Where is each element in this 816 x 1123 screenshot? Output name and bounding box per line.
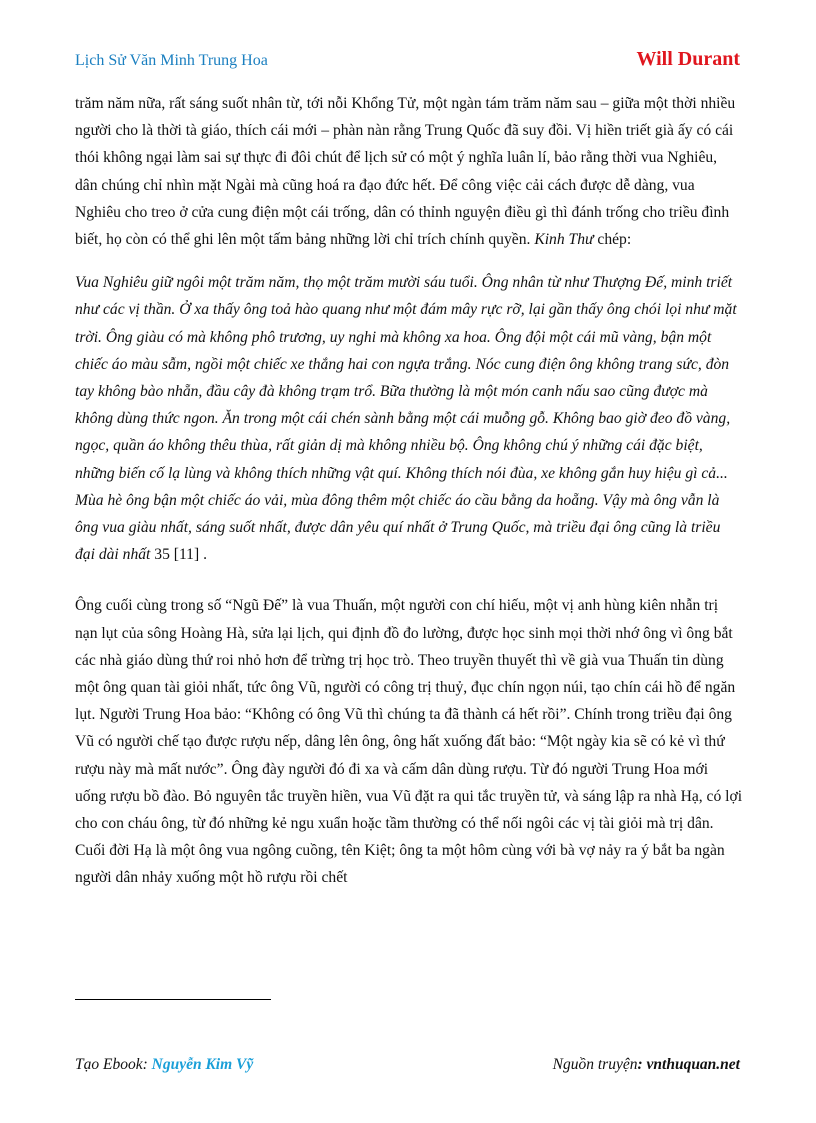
paragraph-3: Ông cuối cùng trong số “Ngũ Đế” là vua Thuấn, một người con chí hiếu, một vị anh hùng kiên nhẫn trị nạn lụt của sông Hoàng Hà, sửa lại lịch, qui định đồ đo lường, được học sinh mọi thời nhớ ông vì ông bắt các nhà giáo dùng thứ roi nhỏ hơn để trừng trị học trò. Theo truyền thuyết thì về già vua Thuấn tin dùng một ông quan tài giỏi nhất, tức ông Vũ, người có công trị thuỷ, đục chín ngọn núi, tạo chín cái hồ để ngăn lụt. Người Trung Hoa bảo: “Không có ông Vũ thì chúng ta đã thành cá hết rồi”. Chính trong triều đại ông Vũ có người chế tạo được rượu nếp, dâng lên ông, ông hất xuống đất bảo: “Một ngày kia sẽ có kẻ vì thứ rượu này mà mất nước”. Ông đày người đó đi xa và cấm dân dùng rượu. Từ đó người Trung Hoa mới uống rượu bồ đào. Bỏ nguyên tắc truyền hiền, vua Vũ đặt ra qui tắc truyền tử, và sáng lập ra nhà Hạ, có lợi cho con cháu ông, từ đó những kẻ ngu xuẩn hoặc tầm thường có thể nối ngôi các vị tài giỏi mà trị dân. Cuối đời Hạ là một ông vua ngông cuồng, tên Kiệt; ông ta một hôm cùng với bà vợ nảy ra ý bắt ba ngàn người dân nhảy xuống một hồ rượu rồi chết	[75, 597, 743, 887]
author-name: Will Durant	[636, 48, 740, 70]
quote-text: Vua Nghiêu giữ ngôi một trăm năm, thọ một trăm mười sáu tuổi. Ông nhân từ như Thượng Đế, minh triết như các vị thần. Ở xa thấy ông toả hào quang như một đám mây rực rỡ, lại gần thấy ông chói lọi như mặt trời. Ông giàu có mà không phô trương, uy nghi mà không xa hoa. Ông đội một cái mũ vàng, bận một chiếc áo màu sẫm, ngồi một chiếc xe thắng hai con ngựa trắng. Nóc cung điện ông không trang sức, đòn tay không bào nhẵn, đầu cây đà không trạm trổ. Bữa thường là một món canh nấu sao cũng được mà không dùng thức ngon. Ăn trong một cái chén sành bằng một cái muỗng gỗ. Không bao giờ đeo đồ vàng, ngọc, quần áo không thêu thùa, rất giản dị mà không nhiều bộ. Ông không chú ý những cái đặc biệt, những biến cố lạ lùng và không thích những vật quí. Không thích nói đùa, xe không gắn huy hiệu gì cả... Mùa hè ông bận một chiếc áo vải, mùa đông thêm một chiếc áo cầu bằng da hoẵng. Vậy mà ông vẫn là ông vua giàu nhất, sáng suốt nhất, được dân yêu quí nhất ở Trung Quốc, mà triều đại ông cũng là triều đại dài nhất	[75, 274, 737, 564]
paragraph-1	[75, 90, 743, 253]
book-title: Lịch Sử Văn Minh Trung Hoa	[75, 52, 268, 69]
ebook-separator: :	[142, 1056, 152, 1073]
paragraph-1-after: chép:	[593, 231, 632, 249]
source-label: Nguồn truyện	[552, 1056, 638, 1073]
footer-source-credit	[553, 1056, 740, 1074]
quote-block	[75, 269, 743, 568]
ebook-author: Nguyễn Kim Vỹ	[151, 1056, 254, 1073]
footer-ebook-credit	[75, 1056, 253, 1074]
source-site: vnthuquan.net	[646, 1056, 740, 1073]
footnote-reference: 35 [11] .	[150, 546, 207, 564]
source-separator: :	[637, 1056, 647, 1073]
book-reference: Kinh Thư	[534, 231, 594, 249]
footnote-divider	[75, 999, 271, 1000]
ebook-label: Tạo Ebook	[75, 1056, 143, 1073]
page-content	[75, 90, 743, 892]
paragraph-1-text: trăm năm nữa, rất sáng suốt nhân từ, tới nỗi Khổng Tử, một ngàn tám trăm năm sau – giữa một thời nhiều người cho là thời tà giáo, thích cái mới – phàn nàn rằng Trung Quốc đã suy đồi. Vị hiền triết già ấy có cái thói không ngại làm sai sự thực đi đôi chút để lịch sử có một ý nghĩa luân lí, bảo rằng thời vua Nghiêu, dân chúng chỉ nhìn mặt Ngài mà cũng hoá ra đạo đức hết. Để công việc cải cách được dễ dàng, vua Nghiêu cho treo ở cửa cung điện một cái trống, dân có thỉnh nguyện điều gì thì đánh trống cho triều đình biết, họ còn có thể ghi lên một tấm bảng những lời chỉ trích chính quyền.	[75, 95, 736, 249]
